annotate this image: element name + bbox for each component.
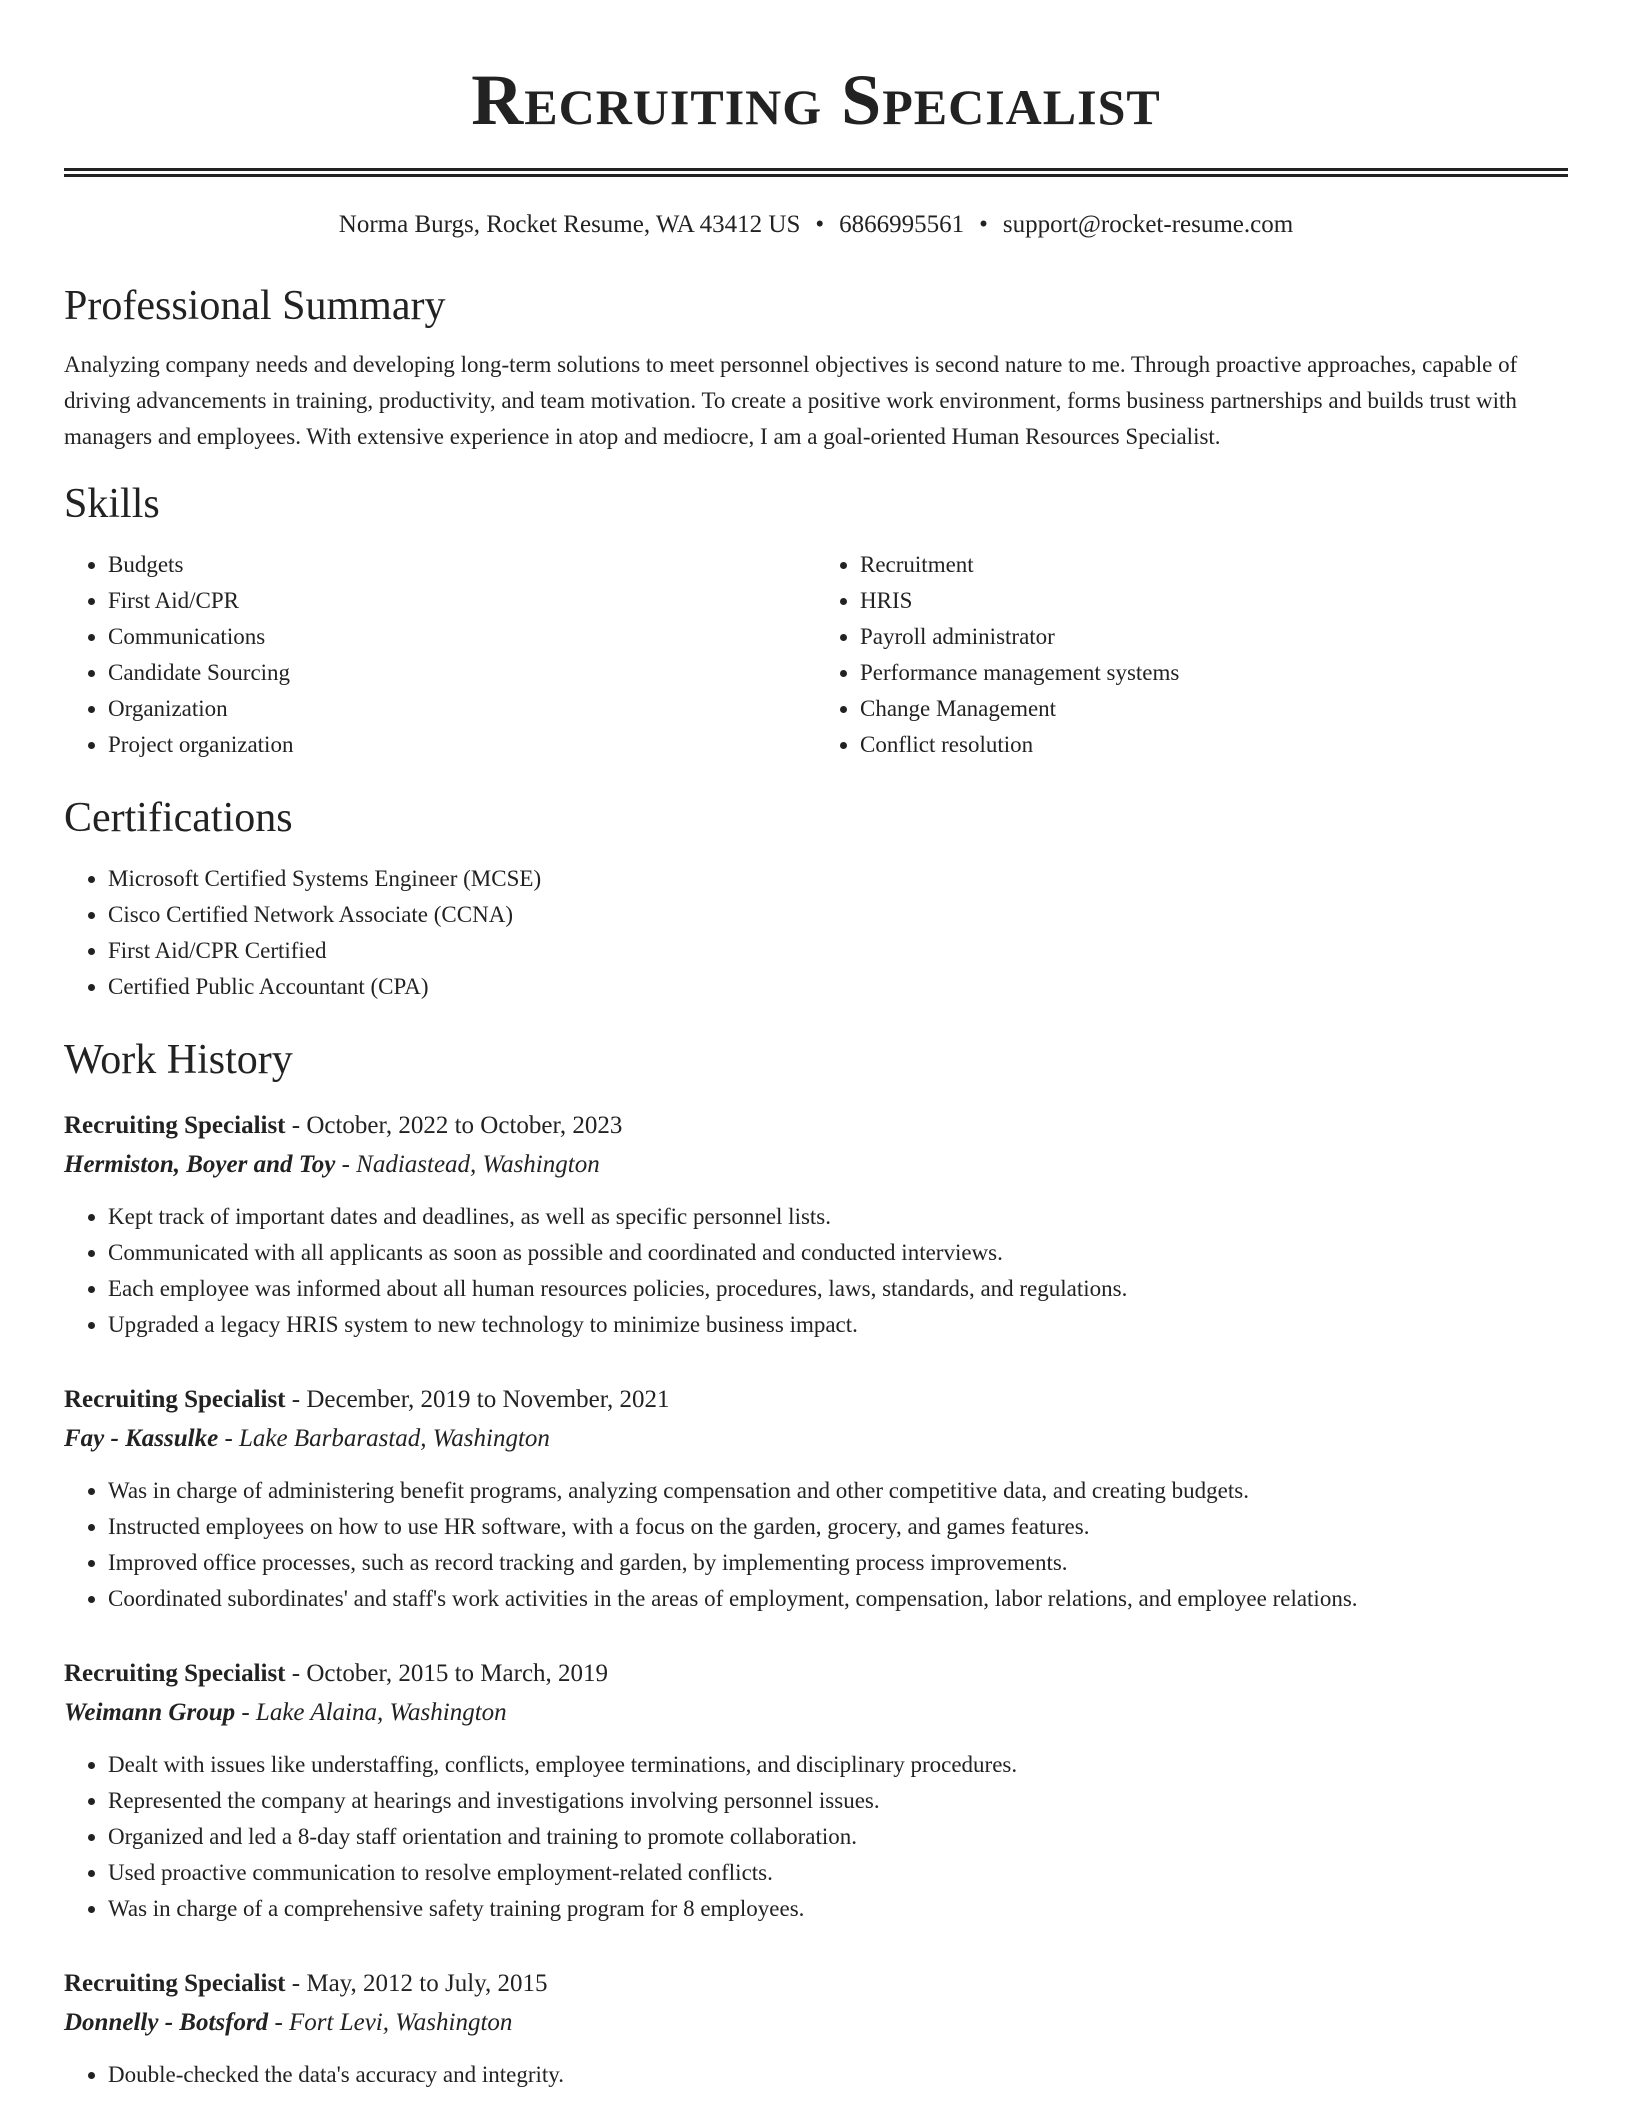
job-bullet: • Represented the company at hearings and investigations involving personnel issues. [108, 1783, 1568, 1819]
skills-list-right [816, 547, 1568, 763]
job-role: Recruiting Specialist [64, 1112, 286, 1139]
contact-line [64, 209, 1568, 241]
job-bullet: • Was in charge of administering benefit programs, analyzing compensation and other competitive data, and creating budgets. [108, 1473, 1568, 1509]
job-company-line [64, 1419, 1568, 1459]
contact-email: support@rocket-resume.com [1002, 211, 1294, 238]
job-company-line [64, 2003, 1568, 2043]
job-company-line [64, 1145, 1568, 1185]
job-bullets [64, 1473, 1568, 1617]
job-bullet: • Instructed employees on how to use HR software, with a focus on the garden, grocery, and games features. [108, 1509, 1568, 1545]
certification-item: • Microsoft Certified Systems Engineer (MCSE) [108, 861, 1568, 897]
job-bullet: • Was in charge of a comprehensive safety training program for 8 employees. [108, 1891, 1568, 1927]
job-bullet: • Coordinated subordinates' and staff's work activities in the areas of employment, compensation, labor relations, and employee relations. [108, 1581, 1568, 1617]
skill-item: • Candidate Sourcing [108, 655, 816, 691]
certifications-section [64, 793, 1568, 1005]
job-entry [64, 1655, 1568, 1927]
job-dates: - October, 2022 to October, 2023 [285, 1112, 623, 1139]
certifications-list [64, 861, 1568, 1005]
job-location: - Lake Barbarastad, Washington [218, 1425, 550, 1452]
skill-item: • Budgets [108, 547, 816, 583]
contact-phone: 6866995561 [839, 211, 965, 238]
job-role: Recruiting Specialist [64, 1386, 286, 1413]
job-bullet: • Each employee was informed about all human resources policies, procedures, laws, standards, and regulations. [108, 1271, 1568, 1307]
job-bullet: • Used proactive communication to resolve employment-related conflicts. [108, 1855, 1568, 1891]
job-bullet: • Double-checked the data's accuracy and integrity. [108, 2057, 1568, 2093]
skills-section [64, 479, 1568, 763]
job-bullet: • Upgraded a legacy HRIS system to new technology to minimize business impact. [108, 1307, 1568, 1343]
skill-item: • Conflict resolution [860, 727, 1568, 763]
job-bullet: • Communicated with all applicants as soon as possible and coordinated and conducted interviews. [108, 1235, 1568, 1271]
job-entry [64, 1381, 1568, 1617]
job-location: - Nadiastead, Washington [335, 1151, 600, 1178]
skill-item: • First Aid/CPR [108, 583, 816, 619]
skill-item: • Payroll administrator [860, 619, 1568, 655]
job-bullets [64, 1199, 1568, 1343]
work-history-section [64, 1035, 1568, 2093]
job-company: Hermiston, Boyer and Toy [64, 1151, 336, 1178]
resume-title: Recruiting Specialist [471, 60, 1161, 140]
certification-item: • Certified Public Accountant (CPA) [108, 969, 1568, 1005]
job-dates: - October, 2015 to March, 2019 [285, 1660, 609, 1687]
job-entry [64, 1965, 1568, 2093]
contact-address: Norma Burgs, Rocket Resume, WA 43412 US [338, 211, 801, 238]
skills-list-left [64, 547, 816, 763]
section-heading-work-history: Work History [64, 1037, 293, 1083]
job-company-line [64, 1693, 1568, 1733]
job-company: Donnelly - Botsford [64, 2009, 269, 2036]
professional-summary-section [64, 281, 1568, 455]
skill-item: • Performance management systems [860, 655, 1568, 691]
section-heading-skills: Skills [64, 481, 160, 527]
skill-item: • Change Management [860, 691, 1568, 727]
skill-item: • Project organization [108, 727, 816, 763]
job-title-line [64, 1381, 1568, 1419]
skill-item: • Recruitment [860, 547, 1568, 583]
job-bullet: • Dealt with issues like understaffing, conflicts, employee terminations, and disciplinary procedures. [108, 1747, 1568, 1783]
job-location: - Lake Alaina, Washington [235, 1699, 507, 1726]
job-company: Weimann Group [64, 1699, 236, 1726]
job-entry [64, 1107, 1568, 1343]
job-title-line [64, 1107, 1568, 1145]
job-title-line [64, 1965, 1568, 2003]
job-company: Fay - Kassulke [64, 1425, 219, 1452]
job-bullets [64, 1747, 1568, 1927]
job-bullet: • Organized and led a 8-day staff orientation and training to promote collaboration. [108, 1819, 1568, 1855]
job-role: Recruiting Specialist [64, 1660, 286, 1687]
job-dates: - December, 2019 to November, 2021 [285, 1386, 670, 1413]
job-location: - Fort Levi, Washington [268, 2009, 513, 2036]
job-role: Recruiting Specialist [64, 1970, 286, 1997]
skill-item: • Organization [108, 691, 816, 727]
job-bullet: • Improved office processes, such as record tracking and garden, by implementing process improvements. [108, 1545, 1568, 1581]
certification-item: • First Aid/CPR Certified [108, 933, 1568, 969]
section-heading-summary: Professional Summary [64, 283, 446, 329]
title-divider [64, 168, 1568, 177]
certification-item: • Cisco Certified Network Associate (CCNA) [108, 897, 1568, 933]
job-dates: - May, 2012 to July, 2015 [285, 1970, 548, 1997]
job-bullet: • Kept track of important dates and deadlines, as well as specific personnel lists. [108, 1199, 1568, 1235]
skills-grid [64, 547, 1568, 763]
skill-item: • HRIS [860, 583, 1568, 619]
contact-separator: • [815, 211, 825, 238]
contact-separator: • [979, 211, 988, 238]
skill-item: • Communications [108, 619, 816, 655]
section-heading-certifications: Certifications [64, 795, 293, 841]
summary-text: Analyzing company needs and developing long-term solutions to meet personnel objectives is second nature to me. Through proactive approaches, capable of driving advancements in training, productivity, and team motivation. To create a positive work environment, forms business partnerships and builds trust with managers and employees. With extensive experience in atop and mediocre, I am a goal-oriented Human Resources Specialist. [64, 352, 1518, 449]
job-bullets [64, 2057, 1568, 2093]
job-title-line [64, 1655, 1568, 1693]
